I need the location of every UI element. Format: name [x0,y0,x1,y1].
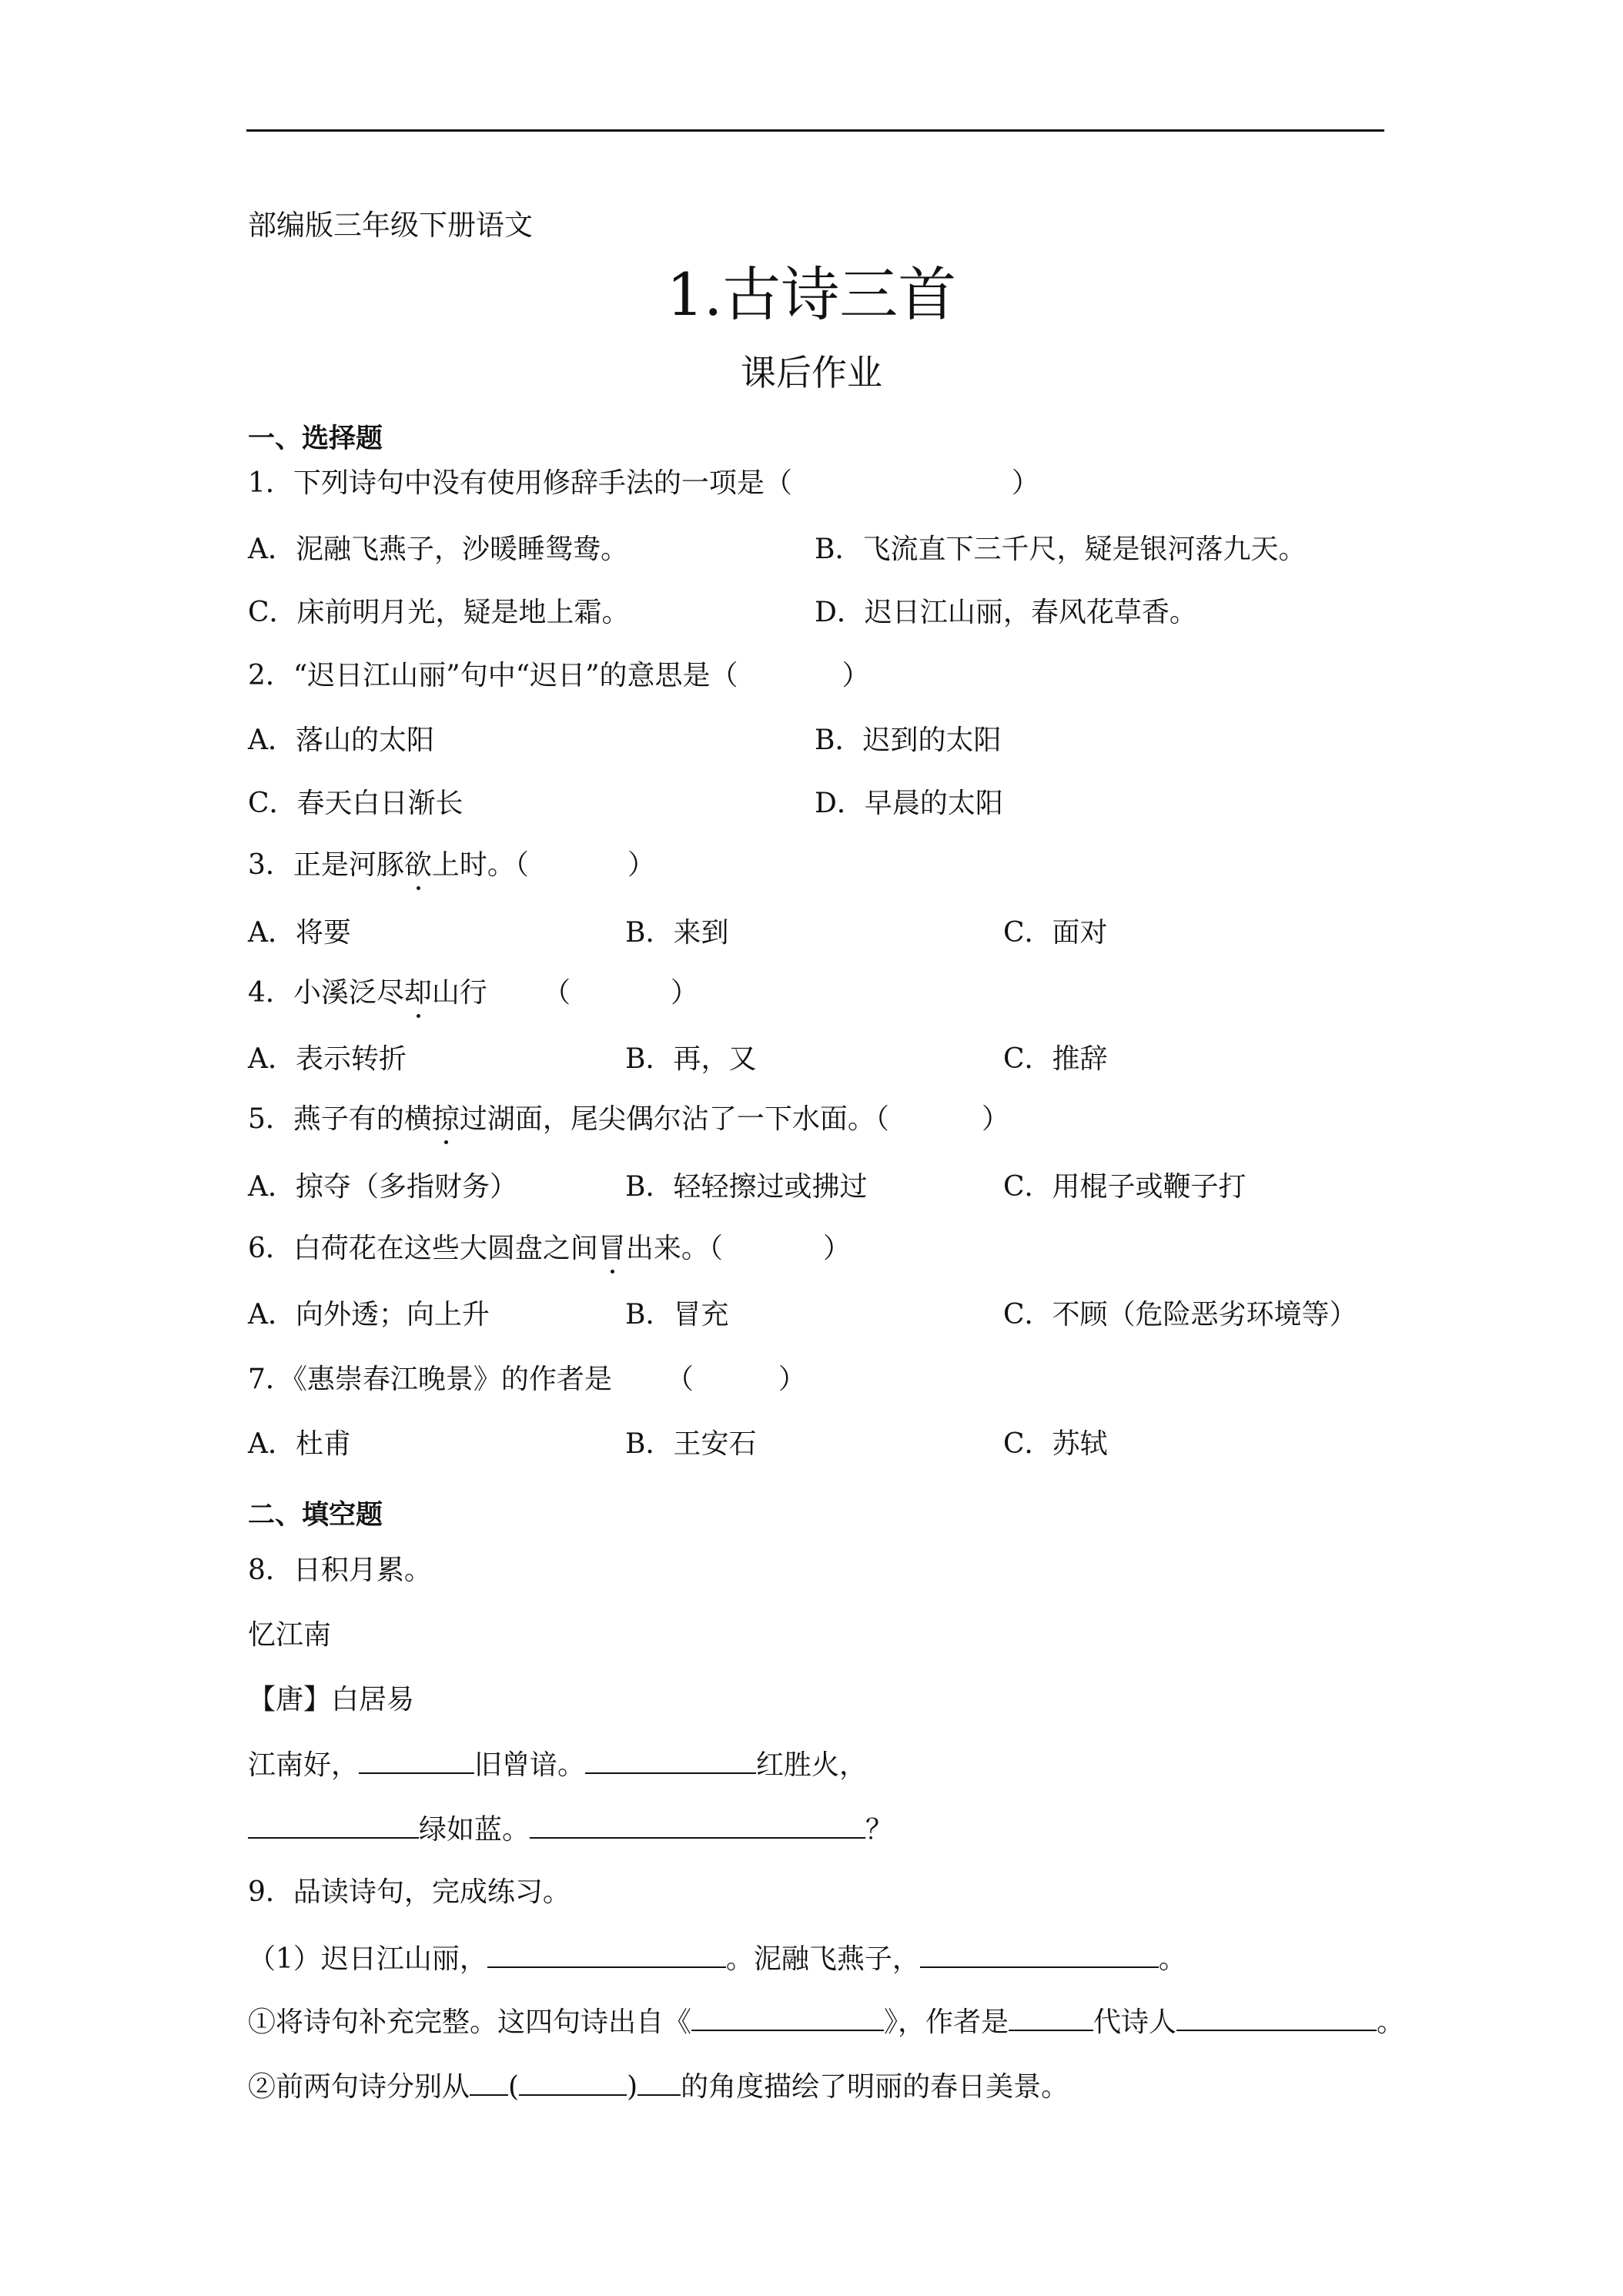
blank[interactable] [691,2002,884,2031]
question-7-option-c[interactable]: C．苏轼 [1003,1428,1108,1460]
question-6-dotted-char: 冒 [597,1233,626,1264]
question-6-pre: 6．白荷花在这些大圆盘之间 [248,1233,598,1264]
question-9-item-1 [248,2002,1404,2041]
question-2-stem: 2．“迟日江山丽”句中“迟日”的意思是（ [248,660,738,691]
question-3-option-a[interactable]: A．将要 [248,917,351,949]
question-9-item-1-c: 代诗人 [1093,2006,1177,2038]
question-2-option-a[interactable]: A．落山的太阳 [248,725,434,756]
question-1-option-d[interactable]: D．迟日江山丽，春风花草香。 [815,597,1197,628]
question-9-item-2 [248,2067,1069,2106]
question-7-stem: 7．《惠崇春江晚景》的作者是 [248,1364,612,1395]
question-6 [248,1230,851,1267]
question-5-close: ） [981,1103,1009,1135]
question-7-close: ） [778,1364,806,1395]
question-3 [248,847,655,884]
poem-line-1-a: 江南好， [248,1749,360,1781]
question-1-option-b[interactable]: B．飞流直下三千尺，疑是银河落九天。 [815,534,1307,565]
question-6-option-a[interactable]: A．向外透；向上升 [248,1299,490,1330]
poem-line-2-b: ？ [865,1814,894,1846]
question-6-option-c[interactable]: C．不顾（危险恶劣环境等） [1003,1299,1357,1330]
question-1 [248,465,1039,502]
question-3-pre: 3．正是河豚 [248,849,404,881]
question-3-option-c[interactable]: C．面对 [1003,917,1108,949]
top-rule [246,129,1384,132]
page-subtitle: 课后作业 [741,352,882,393]
question-9-sub-1-a: （1）迟日江山丽， [248,1943,487,1975]
blank[interactable] [920,1939,1159,1968]
blank[interactable] [359,1745,474,1774]
question-3-option-b[interactable]: B．来到 [625,917,729,949]
question-5-option-a[interactable]: A．掠夺（多指财务） [248,1171,517,1203]
question-2 [248,658,870,694]
question-5 [248,1101,1009,1138]
question-9-item-2-open: ( [508,2071,520,2103]
question-3-post: 上时。（ [431,849,529,881]
poem-line-2 [248,1809,893,1849]
question-4-option-c[interactable]: C．推辞 [1003,1043,1108,1075]
blank[interactable] [248,1809,419,1839]
question-4-option-a[interactable]: A．表示转折 [248,1043,407,1075]
question-4-close: ） [670,977,698,1009]
question-9-item-2-b: 的角度描绘了明丽的春日美景。 [681,2071,1069,2103]
question-5-option-b[interactable]: B．轻轻擦过或拂过 [625,1171,868,1203]
page-title: 1.古诗三首 [666,260,957,329]
question-2-close: ） [842,660,870,691]
blank[interactable] [487,1939,726,1968]
question-2-option-c[interactable]: C．春天白日渐长 [248,788,463,819]
section-heading-fill: 二、填空题 [248,1499,383,1531]
question-7-option-b[interactable]: B．王安石 [625,1428,757,1460]
question-4 [248,975,698,1012]
question-7 [248,1361,806,1398]
blank[interactable] [470,2067,508,2096]
question-1-option-a[interactable]: A．泥融飞燕子，沙暖睡鸳鸯。 [248,534,628,565]
question-4-option-b[interactable]: B．再，又 [625,1043,757,1075]
section-heading-choice: 一、选择题 [248,423,383,454]
question-9-item-2-close: ) [627,2071,638,2103]
question-5-dotted-char: 掠 [431,1103,460,1135]
question-4-open: （ [542,977,571,1009]
question-6-close: ） [822,1233,851,1264]
question-3-dotted-char: 欲 [403,849,432,881]
question-5-option-c[interactable]: C．用棍子或鞭子打 [1003,1171,1247,1203]
blank[interactable] [585,1745,756,1774]
question-7-open: （ [665,1364,694,1395]
question-3-close: ） [627,849,655,881]
question-2-option-d[interactable]: D．早晨的太阳 [815,788,1003,819]
question-1-option-c[interactable]: C．床前明月光，疑是地上霜。 [248,597,630,628]
blank[interactable] [1009,2002,1093,2031]
question-9-sub-1 [248,1939,1186,1978]
poem-line-1-c: 红胜火， [756,1749,868,1781]
poem-title: 忆江南 [248,1619,332,1651]
question-4-dotted-char: 却 [403,977,432,1009]
poem-line-1 [248,1745,867,1784]
question-9-item-1-a: ①将诗句补充完整。这四句诗出自《 [248,2006,692,2038]
question-7-option-a[interactable]: A．杜甫 [248,1428,351,1460]
poem-author: 【唐】白居易 [248,1684,415,1715]
poem-line-2-a: 绿如蓝。 [419,1814,530,1846]
blank[interactable] [519,2067,627,2096]
blank[interactable] [1176,2002,1377,2031]
question-9-sub-1-b: 。泥融飞燕子， [725,1943,920,1975]
question-9-item-1-b: 》，作者是 [884,2006,1009,2038]
poem-line-1-b: 旧曾谙。 [474,1749,586,1781]
question-5-pre: 5．燕子有的横 [248,1103,432,1135]
question-9-sub-1-c: 。 [1158,1943,1186,1975]
question-6-option-b[interactable]: B．冒充 [625,1299,729,1330]
question-2-option-b[interactable]: B．迟到的太阳 [815,725,1002,756]
question-6-post: 出来。（ [625,1233,723,1264]
question-1-stem: 1．下列诗句中没有使用修辞手法的一项是（ [248,467,792,499]
subject-label: 部编版三年级下册语文 [248,209,533,242]
question-9-item-1-d: 。 [1377,2006,1405,2038]
question-9-item-2-a: ②前两句诗分别从 [248,2071,470,2103]
blank[interactable] [637,2067,681,2096]
question-4-post: 山行 [431,977,487,1009]
question-9-stem: 9．品读诗句，完成练习。 [248,1876,571,1908]
question-4-pre: 4．小溪泛尽 [248,977,404,1009]
blank[interactable] [530,1809,865,1839]
question-1-close: ） [1011,467,1039,499]
question-5-post: 过湖面，尾尖偶尔沾了一下水面。（ [459,1103,889,1135]
question-8-stem: 8．日积月累。 [248,1555,432,1586]
